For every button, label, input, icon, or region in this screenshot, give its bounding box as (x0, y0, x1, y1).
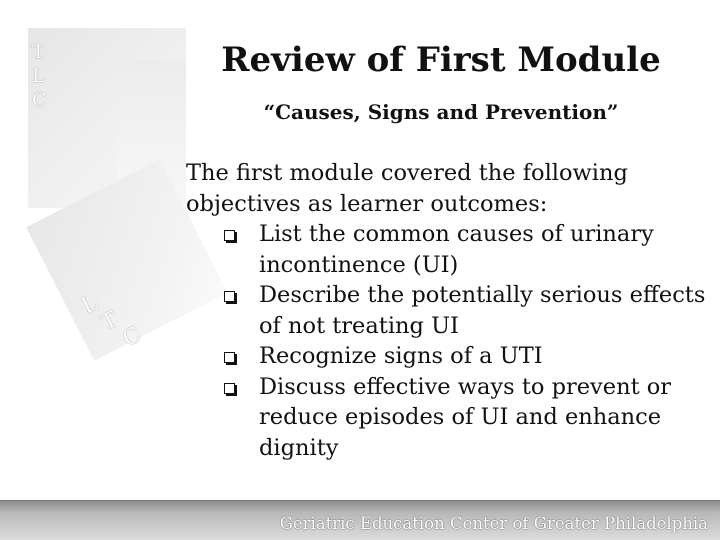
logo-letter: C (118, 322, 146, 353)
list-item (186, 280, 706, 341)
objective-text: Recognize signs of a UTI (259, 343, 543, 369)
logo-letter: T (32, 41, 45, 63)
logo-letters-top (32, 40, 47, 112)
objective-text: List the common causes of urinary incontinence (UI) (259, 221, 654, 278)
slide-content (186, 158, 706, 463)
logo-letter: T (97, 307, 122, 337)
hollow-square-bullet-icon (224, 383, 235, 394)
objectives-list (186, 219, 706, 463)
logo-letter: L (77, 290, 102, 320)
intro-text: The first module covered the following objectives as learner outcomes: (186, 160, 628, 217)
hollow-square-bullet-icon (224, 352, 235, 363)
objective-text: Discuss effective ways to prevent or reduce episodes of UI and enhance dignity (259, 373, 672, 461)
footer-organization-text: Geriatric Education Center of Greater Philadelphia (279, 514, 708, 533)
footer-bar (0, 500, 720, 540)
objective-text: Describe the potentially serious effects of not treating UI (259, 282, 706, 339)
hollow-square-bullet-icon (224, 230, 235, 241)
slide-title: Review of First Module (221, 40, 661, 80)
list-item (186, 341, 706, 372)
list-item (186, 372, 706, 464)
logo-letter: L (32, 65, 45, 87)
logo-letter: C (32, 89, 47, 111)
slide-subtitle: “Causes, Signs and Prevention” (263, 100, 619, 124)
list-item (186, 219, 706, 280)
hollow-square-bullet-icon (224, 291, 235, 302)
